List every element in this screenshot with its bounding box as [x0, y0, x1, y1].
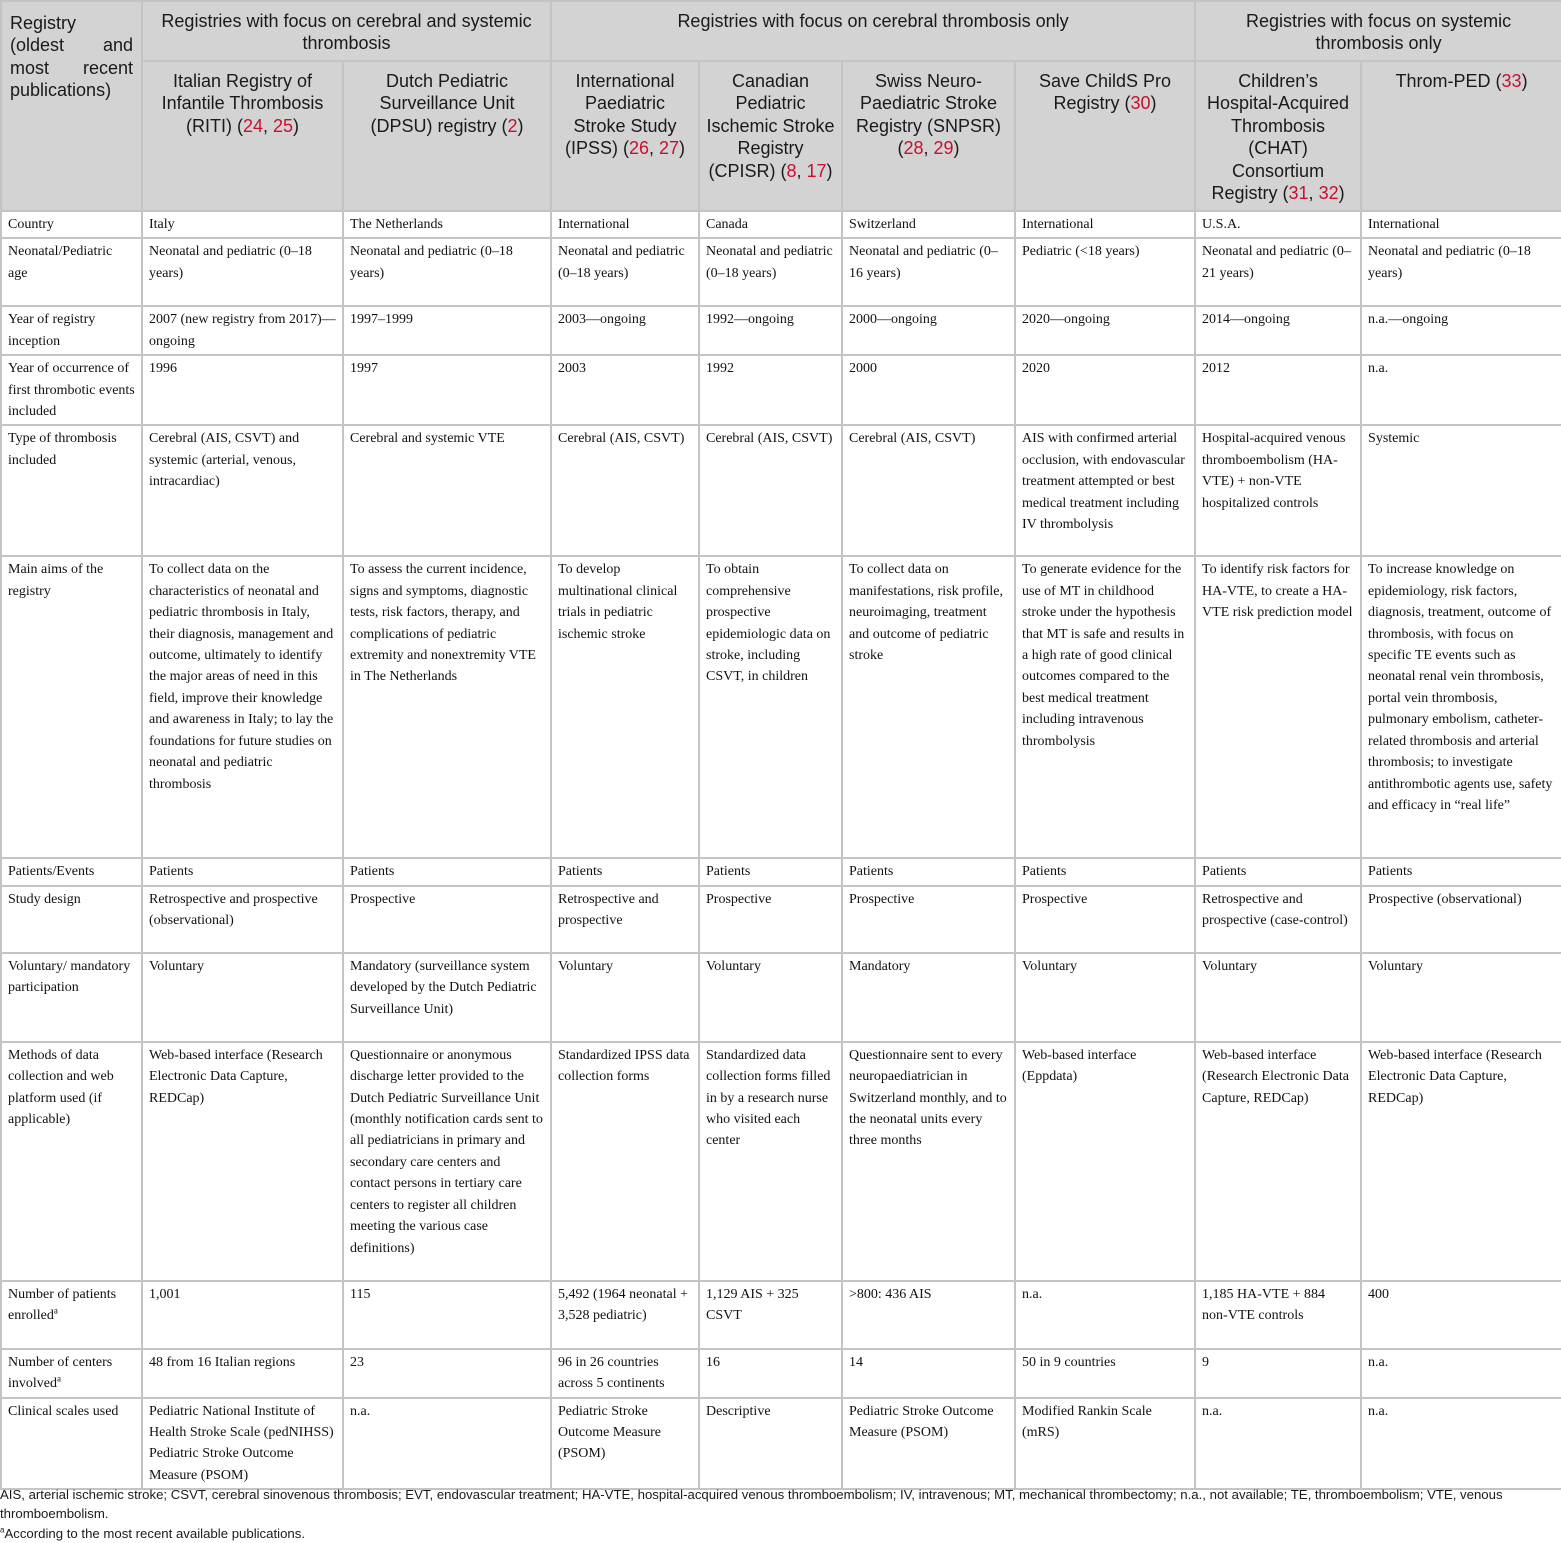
row-label-text: Number of patients enrolled — [8, 1286, 117, 1324]
ref-separator: , — [1308, 183, 1319, 204]
reference-link[interactable]: 2 — [507, 115, 518, 136]
table-cell: 48 from 16 Italian regions — [142, 1349, 343, 1398]
ref-separator: , — [262, 115, 273, 136]
table-row — [1, 1398, 1561, 1490]
ref-close: ) — [679, 138, 686, 159]
ref-close: ) — [517, 115, 524, 136]
table-cell: Prospective — [1015, 886, 1195, 953]
table-cell: Neonatal and pediatric (0–16 years) — [842, 238, 1015, 306]
registry-header-5 — [1015, 61, 1195, 211]
table-row — [1, 886, 1561, 953]
ref-close: ) — [826, 160, 833, 181]
table-cell: Canada — [699, 211, 842, 238]
table-cell: Patients — [1015, 858, 1195, 885]
table-cell: Patients — [842, 858, 1015, 885]
table-cell: Pediatric National Institute of Health Stroke Scale (pedNIHSS) Pediatric Stroke Outcome Measure (PSOM) — [142, 1398, 343, 1490]
table-cell: Neonatal and pediatric (0–21 years) — [1195, 238, 1361, 306]
table-cell: Web-based interface (Eppdata) — [1015, 1042, 1195, 1281]
table-cell: 2020 — [1015, 355, 1195, 425]
row-label-text: Year of registry inception — [8, 312, 96, 349]
table-row — [1, 556, 1561, 858]
table-cell: Patients — [699, 858, 842, 885]
table-row — [1, 1042, 1561, 1281]
table-cell: 1996 — [142, 355, 343, 425]
table-row — [1, 953, 1561, 1042]
table-cell: Systemic — [1361, 425, 1561, 556]
table-cell: 96 in 26 countries across 5 continents — [551, 1349, 699, 1398]
table-cell: Cerebral and systemic VTE — [343, 425, 551, 556]
table-row — [1, 355, 1561, 425]
group-header-systemic-only: Registries with focus on systemic thrombosis only — [1195, 1, 1561, 61]
row-label-text: Main aims of the registry — [8, 562, 104, 599]
ref-close: ) — [1338, 183, 1345, 204]
table-cell: Prospective — [343, 886, 551, 953]
table-cell: Neonatal and pediatric (0–18 years) — [551, 238, 699, 306]
reference-link[interactable]: 32 — [1318, 183, 1339, 204]
ref-separator: , — [796, 160, 807, 181]
table-cell: Voluntary — [1195, 953, 1361, 1042]
table-cell: 1,185 HA-VTE + 884 non-VTE controls — [1195, 1281, 1361, 1349]
table-cell: Voluntary — [1361, 953, 1561, 1042]
registry-name: Dutch Pediatric Surveillance Unit (DPSU) registry ( — [370, 71, 515, 136]
table-cell: International — [1361, 211, 1561, 238]
table-cell: n.a.—ongoing — [1361, 306, 1561, 355]
table-cell: Pediatric Stroke Outcome Measure (PSOM) — [842, 1398, 1015, 1490]
row-label — [1, 556, 142, 858]
row-label-text: Year of occurrence of first thrombotic events included — [8, 361, 135, 420]
table-cell: 1,129 AIS + 325 CSVT — [699, 1281, 842, 1349]
reference-link[interactable]: 33 — [1501, 71, 1522, 91]
table-cell: 2000—ongoing — [842, 306, 1015, 355]
registry-name: Italian Registry of Infantile Thrombosis (RITI) ( — [161, 71, 324, 136]
registry-name: Children’s Hospital-Acquired Thrombosis (CHAT) Consortium Registry ( — [1207, 71, 1350, 204]
table-cell: Standardized IPSS data collection forms — [551, 1042, 699, 1281]
group-header-cerebral-systemic: Registries with focus on cerebral and systemic thrombosis — [142, 1, 551, 61]
table-cell: n.a. — [343, 1398, 551, 1490]
row-label — [1, 886, 142, 953]
ref-separator: , — [923, 138, 934, 159]
table-cell: n.a. — [1015, 1281, 1195, 1349]
table-cell: Patients — [343, 858, 551, 885]
table-cell: The Netherlands — [343, 211, 551, 238]
table-cell: Questionnaire or anonymous discharge letter provided to the Dutch Pediatric Surveillance Unit (monthly notification cards sent to all pediatricians in primary and secondary care centers and contact persons in tertiary care centers to register all children meeting the various case definitions) — [343, 1042, 551, 1281]
table-cell: >800: 436 AIS — [842, 1281, 1015, 1349]
reference-link[interactable]: 27 — [659, 138, 680, 159]
table-cell: 1992—ongoing — [699, 306, 842, 355]
row-label-text: Number of centers involved — [8, 1354, 113, 1392]
footnote-marker: a — [0, 1525, 5, 1535]
table-cell: Cerebral (AIS, CSVT) and systemic (arterial, venous, intracardiac) — [142, 425, 343, 556]
registry-name: Canadian Pediatric Ischemic Stroke Registry (CPISR) ( — [706, 71, 835, 181]
registry-header-3 — [699, 61, 842, 211]
superscript-a-footnote — [0, 1524, 1561, 1543]
registry-name: Swiss Neuro-Paediatric Stroke Registry (SNPSR) ( — [855, 71, 1002, 159]
row-label — [1, 211, 142, 238]
reference-link[interactable]: 25 — [273, 115, 294, 136]
table-cell: Standardized data collection forms filled in by a research nurse who visited each center — [699, 1042, 842, 1281]
table-cell: 2020—ongoing — [1015, 306, 1195, 355]
table-cell: 2014—ongoing — [1195, 306, 1361, 355]
row-label — [1, 425, 142, 556]
table-cell: Pediatric (<18 years) — [1015, 238, 1195, 306]
table-cell: 1997 — [343, 355, 551, 425]
registry-header-7 — [1361, 61, 1561, 211]
table-cell: 16 — [699, 1349, 842, 1398]
registry-name: Throm-PED ( — [1395, 71, 1502, 91]
table-cell: Descriptive — [699, 1398, 842, 1490]
table-cell: Prospective — [699, 886, 842, 953]
table-row — [1, 425, 1561, 556]
table-cell: 1992 — [699, 355, 842, 425]
table-row — [1, 1349, 1561, 1398]
table-cell: Patients — [551, 858, 699, 885]
table-cell: To increase knowledge on epidemiology, risk factors, diagnosis, treatment, outcome of thrombosis, with focus on specific TE events such as neonatal renal vein thrombosis, portal vein thrombosis, pulmonary embolism, catheter-related thrombosis and arterial thrombosis; to investigate antithrombotic agents use, safety and efficacy in “real life” — [1361, 556, 1561, 858]
table-cell: Web-based interface (Research Electronic Data Capture, REDCap) — [142, 1042, 343, 1281]
table-cell: Mandatory (surveillance system developed by the Dutch Pediatric Surveillance Unit) — [343, 953, 551, 1042]
ref-separator: , — [649, 138, 660, 159]
table-cell: 2012 — [1195, 355, 1361, 425]
row-label — [1, 1042, 142, 1281]
table-row — [1, 211, 1561, 238]
reference-link[interactable]: 17 — [806, 160, 827, 181]
table-cell: To identify risk factors for HA-VTE, to create a HA-VTE risk prediction model — [1195, 556, 1361, 858]
row-label-text: Methods of data collection and web platform used (if applicable) — [8, 1047, 114, 1128]
table-cell: n.a. — [1361, 1349, 1561, 1398]
table-cell: To collect data on the characteristics of neonatal and pediatric thrombosis in Italy, their diagnosis, management and outcome, ultimately to identify the major areas of need in this field, improve their knowledge and awareness in Italy; to lay the foundations for future studies on neonatal and pediatric thrombosis — [142, 556, 343, 858]
table-cell: Retrospective and prospective (observational) — [142, 886, 343, 953]
table-cell: AIS with confirmed arterial occlusion, with endovascular treatment attempted or best medical treatment including IV thrombolysis — [1015, 425, 1195, 556]
table-row — [1, 238, 1561, 306]
table-cell: Neonatal and pediatric (0–18 years) — [343, 238, 551, 306]
table-cell: 2000 — [842, 355, 1015, 425]
table-cell: Voluntary — [551, 953, 699, 1042]
row-header-label: Registry (oldest and most recent publications) — [1, 1, 142, 211]
table-cell: 5,492 (1964 neonatal + 3,528 pediatric) — [551, 1281, 699, 1349]
reference-link[interactable]: 26 — [628, 138, 649, 159]
footnote-marker: a — [53, 1305, 58, 1316]
reference-link[interactable]: 24 — [242, 115, 263, 136]
registry-header-2 — [551, 61, 699, 211]
row-label-text: Neonatal/Pediatric age — [8, 244, 113, 281]
table-row — [1, 306, 1561, 355]
row-label — [1, 238, 142, 306]
row-label-text: Clinical scales used — [8, 1403, 119, 1419]
ref-close: ) — [1521, 71, 1528, 91]
table-cell: U.S.A. — [1195, 211, 1361, 238]
footnote-marker: a — [57, 1373, 61, 1384]
table-cell: 1,001 — [142, 1281, 343, 1349]
row-label — [1, 1349, 142, 1398]
table-cell: Cerebral (AIS, CSVT) — [699, 425, 842, 556]
table-cell: Voluntary — [699, 953, 842, 1042]
row-label — [1, 953, 142, 1042]
table-cell: 2003—ongoing — [551, 306, 699, 355]
table-cell: Neonatal and pediatric (0–18 years) — [1361, 238, 1561, 306]
row-label — [1, 1398, 142, 1490]
reference-link[interactable]: 30 — [1130, 93, 1151, 114]
reference-link[interactable]: 29 — [933, 138, 954, 159]
reference-link[interactable]: 28 — [903, 138, 924, 159]
table-cell: 50 in 9 countries — [1015, 1349, 1195, 1398]
table-cell: Cerebral (AIS, CSVT) — [551, 425, 699, 556]
registry-header-4 — [842, 61, 1015, 211]
table-cell: Prospective (observational) — [1361, 886, 1561, 953]
row-label-text: Country — [8, 217, 54, 232]
table-cell: 9 — [1195, 1349, 1361, 1398]
row-label-text: Voluntary/ mandatory participation — [8, 958, 131, 996]
ref-close: ) — [953, 138, 960, 159]
ref-close: ) — [1150, 93, 1157, 114]
table-cell: 14 — [842, 1349, 1015, 1398]
row-label-text: Patients/Events — [8, 864, 95, 880]
registry-name: International Paediatric Stroke Study (IPSS) ( — [564, 71, 677, 159]
table-cell: Retrospective and prospective — [551, 886, 699, 953]
table-cell: To assess the current incidence, signs and symptoms, diagnostic tests, risk factors, therapy, and complications of pediatric extremity and nonextremity VTE in The Netherlands — [343, 556, 551, 858]
table-cell: Cerebral (AIS, CSVT) — [842, 425, 1015, 556]
table-cell: Neonatal and pediatric (0–18 years) — [699, 238, 842, 306]
table-cell: 23 — [343, 1349, 551, 1398]
table-cell: Hospital-acquired venous thromboembolism (HA-VTE) + non-VTE hospitalized controls — [1195, 425, 1361, 556]
abbreviations-footnote: AIS, arterial ischemic stroke; CSVT, cerebral sinovenous thrombosis; EVT, endovascular treatment; HA-VTE, hospital-acquired venous thromboembolism; IV, intravenous; MT, mechanical thrombectomy; n.a., not available; TE, thromboembolism; VTE, venous thromboembolism. — [0, 1487, 1503, 1522]
table-cell: International — [1015, 211, 1195, 238]
row-label — [1, 306, 142, 355]
table-cell: Voluntary — [1015, 953, 1195, 1042]
table-cell: 115 — [343, 1281, 551, 1349]
table-row — [1, 1281, 1561, 1349]
footnote-a-text: According to the most recent available publications. — [4, 1525, 306, 1541]
table-cell: Prospective — [842, 886, 1015, 953]
row-label-text: Type of thrombosis included — [8, 431, 117, 468]
table-cell: To generate evidence for the use of MT in childhood stroke under the hypothesis that MT is safe and results in a high rate of good clinical outcomes compared to the best medical treatment including intravenous thrombolysis — [1015, 556, 1195, 858]
table-cell: 1997–1999 — [343, 306, 551, 355]
table-cell: 2007 (new registry from 2017)—ongoing — [142, 306, 343, 355]
table-cell: Neonatal and pediatric (0–18 years) — [142, 238, 343, 306]
table-cell: Web-based interface (Research Electronic Data Capture, REDCap) — [1361, 1042, 1561, 1281]
table-cell: To collect data on manifestations, risk profile, neuroimaging, treatment and outcome of pediatric stroke — [842, 556, 1015, 858]
registry-header-1 — [343, 61, 551, 211]
table-cell: 2003 — [551, 355, 699, 425]
table-cell: Patients — [142, 858, 343, 885]
table-cell: Voluntary — [142, 953, 343, 1042]
table-cell: n.a. — [1195, 1398, 1361, 1490]
row-label-text: Study design — [8, 891, 81, 907]
reference-link[interactable]: 8 — [786, 160, 797, 181]
table-cell: n.a. — [1361, 1398, 1561, 1490]
table-cell: Italy — [142, 211, 343, 238]
table-cell: Patients — [1195, 858, 1361, 885]
reference-link[interactable]: 31 — [1288, 183, 1309, 204]
row-label — [1, 1281, 142, 1349]
table-cell: Mandatory — [842, 953, 1015, 1042]
table-cell: Patients — [1361, 858, 1561, 885]
registry-name: Save ChildS Pro Registry ( — [1038, 71, 1172, 114]
table-cell: Pediatric Stroke Outcome Measure (PSOM) — [551, 1398, 699, 1490]
row-label — [1, 858, 142, 885]
table-cell: International — [551, 211, 699, 238]
table-row — [1, 858, 1561, 885]
table-cell: n.a. — [1361, 355, 1561, 425]
table-cell: To develop multinational clinical trials in pediatric ischemic stroke — [551, 556, 699, 858]
table-cell: Switzerland — [842, 211, 1015, 238]
table-cell: To obtain comprehensive prospective epidemiologic data on stroke, including CSVT, in children — [699, 556, 842, 858]
ref-close: ) — [293, 115, 300, 136]
table-cell: Modified Rankin Scale (mRS) — [1015, 1398, 1195, 1490]
registry-header-0 — [142, 61, 343, 211]
registry-header-6 — [1195, 61, 1361, 211]
table-cell: 400 — [1361, 1281, 1561, 1349]
group-header-cerebral-only: Registries with focus on cerebral thrombosis only — [551, 1, 1195, 61]
row-label — [1, 355, 142, 425]
table-cell: Questionnaire sent to every neuropaediatrician in Switzerland monthly, and to the neonatal units every three months — [842, 1042, 1015, 1281]
table-footnotes — [0, 1485, 1561, 1543]
table-cell: Retrospective and prospective (case-control) — [1195, 886, 1361, 953]
table-cell: Web-based interface (Research Electronic Data Capture, REDCap) — [1195, 1042, 1361, 1281]
